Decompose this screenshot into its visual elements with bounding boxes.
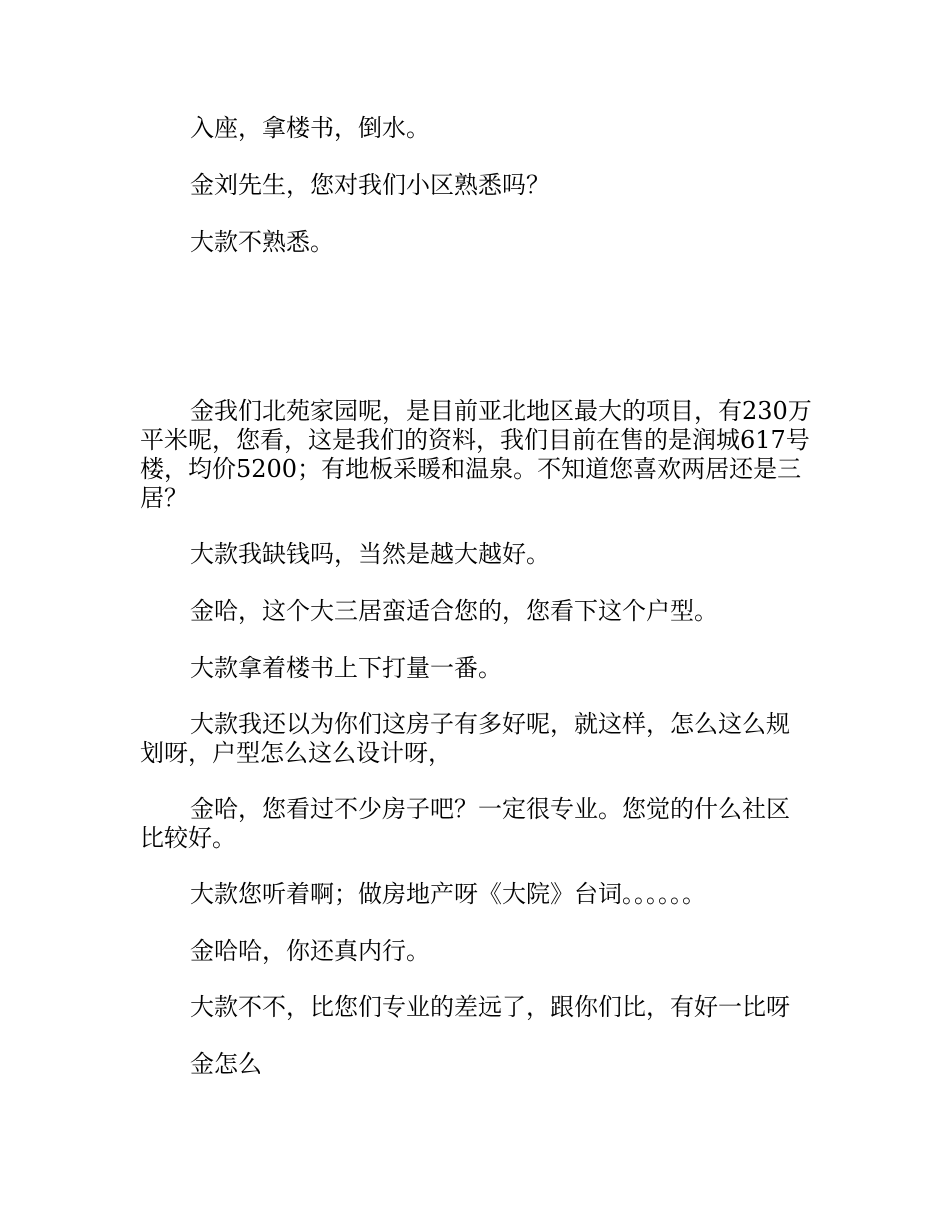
paragraph-2: 金刘先生，您对我们小区熟悉吗？ <box>190 171 550 199</box>
paragraph-12: 大款不不，比您们专业的差远了，跟你们比，有好一比呀 <box>190 993 790 1021</box>
paragraph-5: 大款我缺钱吗，当然是越大越好。 <box>190 540 550 568</box>
paragraph-11: 金哈哈，你还真内行。 <box>190 937 430 965</box>
paragraph-8: 大款我还以为你们这房子有多好呢，就这样，怎么这么规划呀，户型怎么这么设计呀， <box>140 710 790 767</box>
paragraph-1: 入座，拿楼书，倒水。 <box>190 114 430 142</box>
paragraph-6: 金哈，这个大三居蛮适合您的，您看下这个户型。 <box>190 597 718 625</box>
paragraph-9: 金哈，您看过不少房子吧？一定很专业。您觉的什么社区比较好。 <box>140 795 790 852</box>
paragraph-10: 大款您听着啊；做房地产呀《大院》台词。。。。。。 <box>190 880 706 908</box>
paragraph-13: 金怎么 <box>190 1050 262 1078</box>
paragraph-4: 金我们北苑家园呢，是目前亚北地区最大的项目，有230万平米呢，您看，这是我们的资料，我们目前在售的是润城617号楼，均价5200；有地板采暖和温泉。不知道您喜欢两居还是三居？ <box>140 397 812 512</box>
paragraph-3: 大款不熟悉。 <box>190 228 334 256</box>
paragraph-7: 大款拿着楼书上下打量一番。 <box>190 654 502 682</box>
